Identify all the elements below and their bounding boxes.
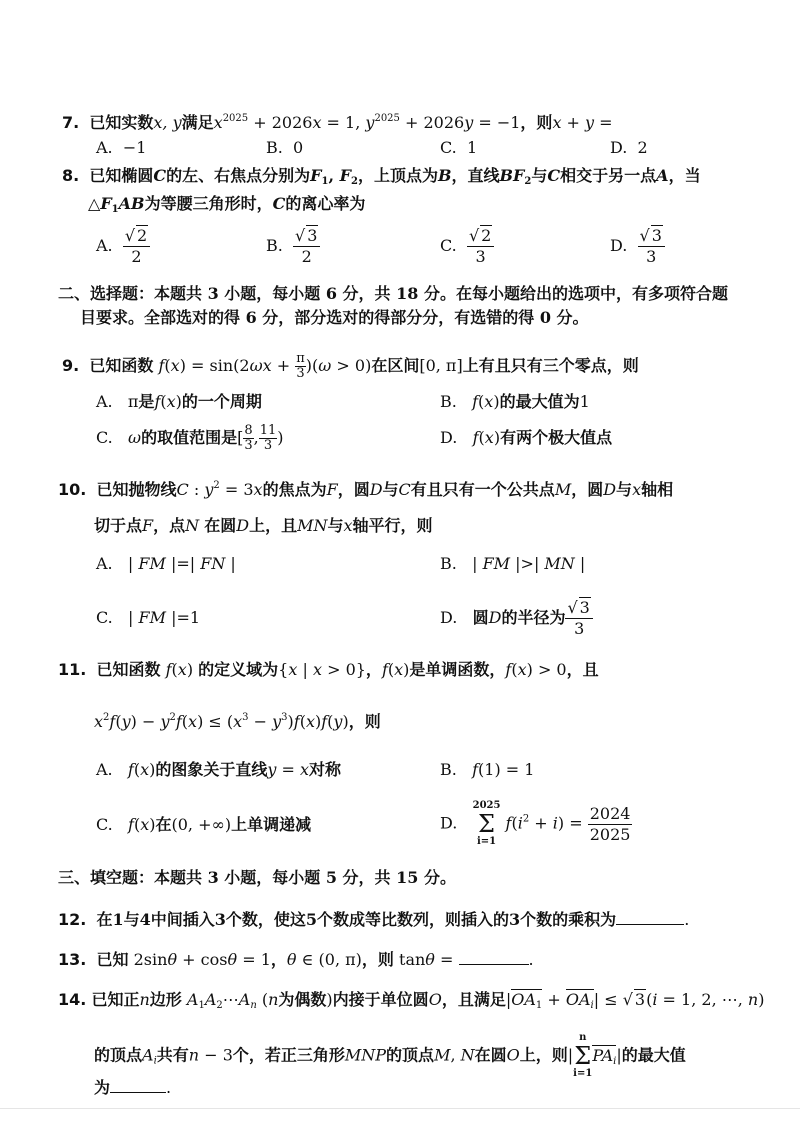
question-11-stem-2: $x^2f(y) - y^2f(x) \le (x^3 - y^3)f(x)f(y)$，则 [94, 712, 381, 731]
q7-option-c[interactable]: C. 1 [440, 138, 478, 157]
q10-option-a[interactable]: A. | FM |=| FN | [96, 554, 236, 573]
q7-option-a[interactable]: A. −1 [96, 138, 147, 157]
section-3-heading: 三、填空题：本题共 3 小题，每小题 5 分，共 15 分。 [58, 868, 456, 887]
q11-option-a[interactable]: A. f(x)的图象关于直线y = x对称 [96, 760, 342, 779]
q8-option-a[interactable]: A. $\frac{√ 2}{2}$ [96, 226, 150, 267]
question-7-stem: 7. 已知实数x, y满足$x^{2025} + 2026x = 1$, $y^{2025} + 2026y = -1$，则x + y = [62, 113, 613, 132]
question-10-stem-2: 切于点F，点N 在圆D上，且MN与x轴平行，则 [94, 516, 433, 535]
answer-blank[interactable] [616, 924, 684, 925]
question-14-stem-3: 为 . [94, 1078, 172, 1097]
q9-option-c[interactable]: C. ω的取值范围是[ $\frac{8}{3}$ , $\frac{11}{3}$ ) [96, 423, 284, 453]
question-10-stem: 10. 已知抛物线C : $y^2 = 3x$的焦点为F，圆D与C有且只有一个公共点M，圆D与x轴相 [58, 480, 674, 499]
question-8-stem-2: $\triangle F_1AB$为等腰三角形时，C的离心率为 [88, 194, 366, 215]
q11-option-d[interactable]: D. 2025 Σ i=1 $f(i^2 + i)$ = $\frac{2024}{2025}$ [440, 800, 631, 847]
q8-option-d[interactable]: D. $\frac{√ 3}{3}$ [610, 226, 665, 267]
page-bottom-divider [0, 1108, 800, 1109]
question-number: 7. [62, 113, 80, 132]
section-2-heading-2: 目要求。全部选对的得 6 分，部分选对的得部分分，有选错的得 0 分。 [80, 308, 589, 327]
q8-option-b[interactable]: B. $\frac{√ 3}{2}$ [266, 226, 320, 267]
q10-option-d[interactable]: D. 圆D的半径为 $\frac{√ 3}{3}$ [440, 598, 593, 639]
q10-option-c[interactable]: C. | FM |=1 [96, 608, 201, 627]
q7-option-b[interactable]: B. 0 [266, 138, 304, 157]
question-11-stem: 11. 已知函数 f(x) 的定义域为{x | x > 0}，f(x)是单调函数，f(x) > 0，且 [58, 660, 599, 679]
q11-option-b[interactable]: B. f(1) = 1 [440, 760, 535, 779]
q11-option-c[interactable]: C. f(x)在(0, +∞)上单调递减 [96, 815, 312, 834]
answer-blank[interactable] [110, 1092, 166, 1093]
q9-option-b[interactable]: B. f(x)的最大值为1 [440, 392, 590, 411]
section-2-heading: 二、选择题：本题共 3 小题，每小题 6 分，共 18 分。在每小题给出的选项中，有多项符合题 [58, 284, 728, 303]
answer-blank[interactable] [459, 964, 529, 965]
q9-option-a[interactable]: A. π是f(x)的一个周期 [96, 392, 262, 411]
question-14-stem-2: 的顶点$A_i$共有n − 3个，若正三角形MNP的顶点M, N在圆O上，则| n Σ i=1 $PA_i|$的最大值 [94, 1032, 686, 1079]
question-13-stem: 13. 已知 2sinθ + cosθ = 1，θ ∈ (0, π)，则 tanθ = . [58, 950, 534, 969]
question-9-stem: 9. 已知函数 f(x) = sin(2ωx + $\frac{\pi}{3}$ )(ω > 0)在区间[0, π]上有且只有三个零点，则 [62, 351, 639, 381]
question-12-stem: 12. 在1与4中间插入3个数，使这5个数成等比数列，则插入的3个数的乘积为 . [58, 910, 690, 929]
q9-option-d[interactable]: D. f(x)有两个极大值点 [440, 428, 613, 447]
q10-option-b[interactable]: B. | FM |>| MN | [440, 554, 586, 573]
question-8-stem: 8. 已知椭圆C的左、右焦点分别为$F_1$, $F_2$，上顶点为B，直线$BF_2$与C相交于另一点A，当 [62, 166, 701, 187]
question-14-stem: 14. 已知正n边形 $A_1A_2\cdots A_n$ (n为偶数)内接于单位圆O，且满足$|OA_1 + OA_i|$ ≤ √ 3(i = 1, 2, ⋯, n) [58, 990, 765, 1011]
q8-option-c[interactable]: C. $\frac{√ 2}{3}$ [440, 226, 494, 267]
q7-option-d[interactable]: D. 2 [610, 138, 648, 157]
q7-text: 已知实数 [89, 113, 154, 132]
